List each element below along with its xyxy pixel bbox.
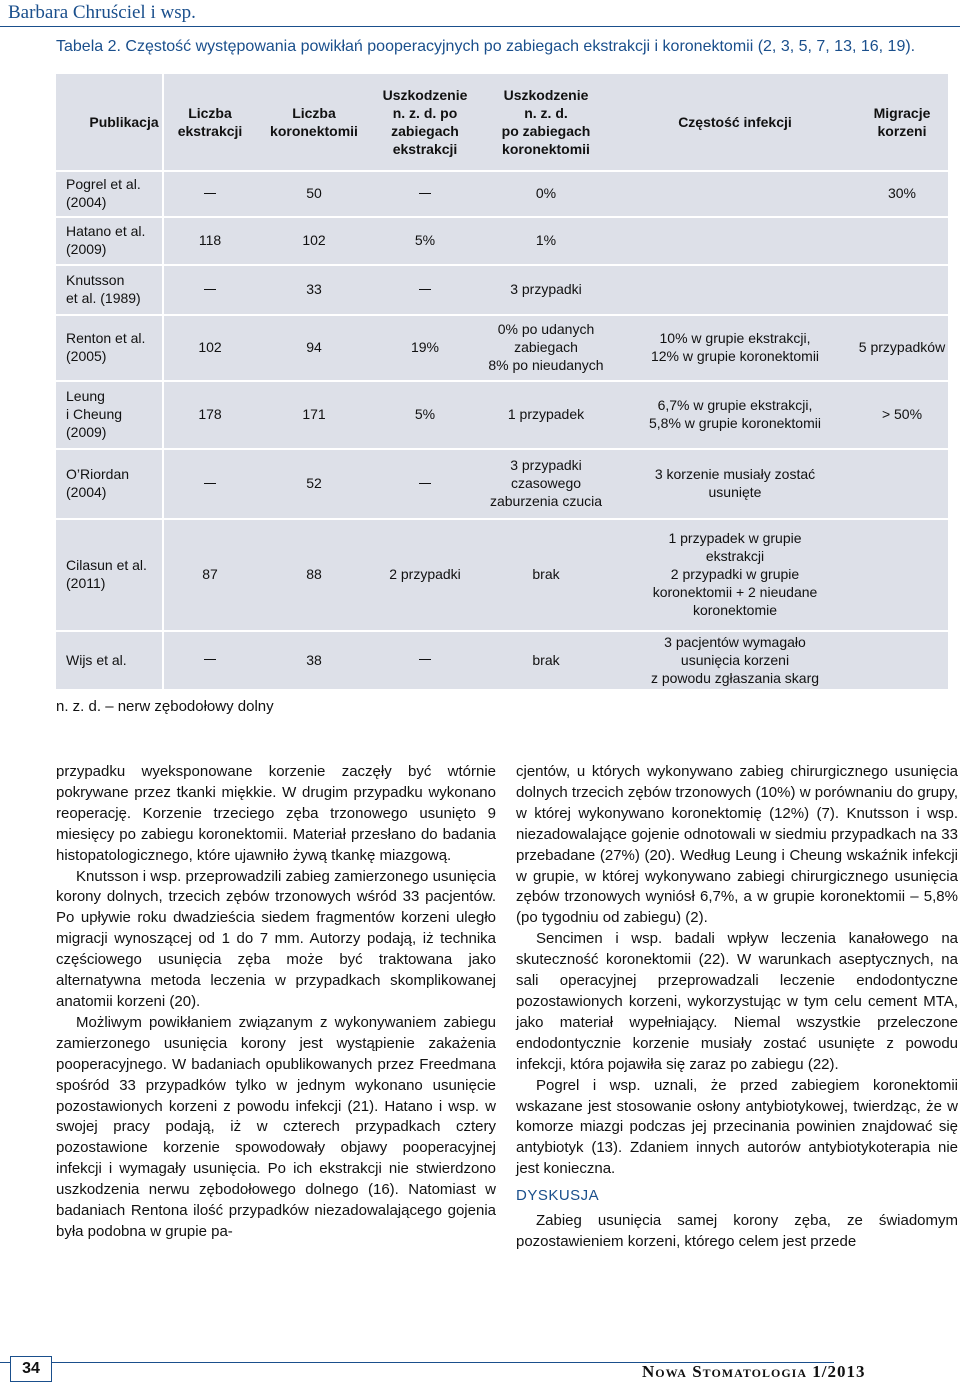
row-divider xyxy=(56,448,948,450)
section-heading: DYSKUSJA xyxy=(516,1187,600,1205)
table-cell xyxy=(258,216,370,264)
publication-cell-text: O’Riordan (2004) xyxy=(66,466,130,500)
publication-cell-text: Renton et al. (2005) xyxy=(66,330,146,364)
table-cell-text: 38 xyxy=(306,651,322,668)
paragraph: Możliwym powikłaniem związanym z wykonywaniem zabiegu zamierzonego usunięcia korony jest wystąpienie zakażenia pooperacyjnego. W badaniach opublikowanych przez Freedmana spośród 33 przypadków tylko w jednym wykonano usunięcie pozostawionych korzeni z powodu infekcji (21). Hatano i wsp. w swojej pracy podają, iż w czterech przypadkach cztery pozostawione korzenie spowodowały objawy pooperacyjnej infekcji i wymagały usunięcia. Po ich ekstrakcji nie stwierdzono uszkodzenia nerwu zębodołowego dolnego (16). Natomiast w badaniach Rentona ilość przypadków niezadowalającego gojenia była podobna w grupie pa- xyxy=(56,1013,496,1240)
row-divider xyxy=(56,518,948,520)
paragraph: przypadku wyeksponowane korzenie zaczęły być wtórnie pokrywane przez tkanki miękkie. W drugim przypadku wykonano reoperację. Korzenie trzeciego zęba trzonowego usunięto 9 miesięcy po zabiegu koronektomii. Materiał przesłano do badania histopatologicznego, które ujawniło żywą tkankę miazgową. xyxy=(56,763,496,864)
table-cell xyxy=(372,518,478,630)
paragraph: Zabieg usunięcia samej korony zęba, ze świadomym pozostawieniem korzeni, którego celem jest przede xyxy=(516,1212,958,1250)
table-cell-text: 0% po udanych zabiegach 8% po nieudanych xyxy=(488,321,604,373)
dash-mark xyxy=(419,483,431,484)
page-number: 34 xyxy=(10,1356,52,1382)
table-cell xyxy=(164,170,256,216)
table-cell xyxy=(616,518,854,630)
table-cell-text: 87 xyxy=(202,566,218,582)
table-cell-text: 10% w grupie ekstrakcji, 12% w grupie koronektomii xyxy=(650,330,820,364)
table-cell xyxy=(478,314,614,380)
column-header-text: Publikacja xyxy=(89,114,159,130)
table-cell xyxy=(164,518,256,630)
table-cell-text: brak xyxy=(532,566,560,582)
table-cell xyxy=(372,448,478,518)
table-cell-text: 118 xyxy=(198,232,222,248)
table-cell-text: 171 xyxy=(302,406,326,422)
table-cell xyxy=(164,380,256,448)
text-column-right xyxy=(516,762,958,1253)
row-divider xyxy=(56,380,948,382)
table-cell-text: 5% xyxy=(414,406,436,422)
table-cell-text: 5% xyxy=(414,232,436,248)
table-cell-text: 1 przypadek w grupie ekstrakcji 2 przypadki w grupie koronektomii + 2 nieudane koronektomie xyxy=(652,530,818,618)
table-cell-text: 88 xyxy=(306,566,322,582)
table-cell-text: 3 przypadki xyxy=(510,281,582,297)
column-header xyxy=(258,74,370,170)
table-cell xyxy=(258,264,370,314)
table-cell xyxy=(478,264,614,314)
row-divider xyxy=(56,264,948,266)
table-cell-text: 3 pacjentów wymagało usunięcia korzeni z powodu zgłaszania skarg xyxy=(650,633,820,686)
table-cell xyxy=(856,314,948,380)
column-header-text: Uszkodzenie n. z. d. po zabiegach koronektomii xyxy=(501,87,591,157)
paragraph: Sencimen i wsp. badali wpływ leczenia kanałowego na skuteczność koronektomii (22). W warunkach aseptycznych, na sali operacyjnej przeprowadzali leczenie endodontyczne pozostawionych korzeni, wykorzystując w tym celu cement MTA, jako materiał wypełniający. Niemal wszystkie przeleczone endodontycznie korzenie musiały zostać usunięte z powodu infekcji, która pojawiła się zaraz po zabiegu (22). xyxy=(516,930,958,1073)
dash-mark xyxy=(204,483,216,484)
table-cell-text: 102 xyxy=(302,232,326,248)
table-cell-text: 5 przypadków xyxy=(858,339,946,355)
table-footnote: n. z. d. – nerw zębodołowy dolny xyxy=(56,698,274,715)
column-header xyxy=(616,74,854,170)
table-cell xyxy=(164,264,256,314)
table-cell-text: 52 xyxy=(306,475,322,491)
publication-cell-text: Leung i Cheung (2009) xyxy=(66,388,123,440)
table-cell xyxy=(616,314,854,380)
publication-cell-text: Wijs et al. xyxy=(66,651,127,668)
table-cell xyxy=(478,170,614,216)
row-divider xyxy=(56,630,948,632)
header-rule xyxy=(0,26,960,27)
column-header-text: Liczba ekstrakcji xyxy=(177,105,243,139)
table-cell-text: 178 xyxy=(198,406,222,422)
table-cell-text: 2 przypadki xyxy=(389,566,461,582)
table-cell xyxy=(478,518,614,630)
table-cell-text: 1% xyxy=(535,232,557,248)
column-header-text: Częstość infekcji xyxy=(678,114,792,130)
journal-name: Nowa Stomatologia 1/2013 xyxy=(642,1362,866,1381)
table-cell-text: 30% xyxy=(887,185,917,201)
table-cell-text: 19% xyxy=(410,339,440,355)
table-cell xyxy=(258,630,370,689)
table-cell xyxy=(478,630,614,689)
table-cell xyxy=(164,448,256,518)
table-cell xyxy=(856,170,948,216)
row-divider xyxy=(56,314,948,316)
row-divider xyxy=(56,216,948,218)
table-cell xyxy=(258,314,370,380)
table-cell xyxy=(164,630,256,689)
column-header-text: Migracje korzeni xyxy=(873,105,931,139)
column-header xyxy=(164,74,256,170)
table-cell xyxy=(856,380,948,448)
table-cell-text: 0% xyxy=(535,185,557,201)
paragraph: Knutsson i wsp. przeprowadzili zabieg zamierzonego usunięcia korony dolnych, trzecich zębów trzonowych wśród 33 pacjentów. Po upływie roku dwadzieścia siedem fragmentów korzeni uległo migracji wynoszącej od 1 do 7 mm. Autorzy podają, iż technika częściowego usunięcia zęba może być traktowana jako alternatywna metoda leczenia w przypadkach skomplikowanej anatomii korzeni (20). xyxy=(56,867,496,1010)
table-cell xyxy=(258,170,370,216)
table-cell xyxy=(616,380,854,448)
table-cell xyxy=(478,216,614,264)
table-cell xyxy=(372,314,478,380)
row-divider xyxy=(56,170,948,172)
publication-cell-text: Pogrel et al. (2004) xyxy=(66,176,141,210)
text-column-left xyxy=(56,762,496,1243)
table-cell xyxy=(372,264,478,314)
table-cell-text: 3 przypadki czasowego zaburzenia czucia xyxy=(489,457,603,509)
column-header-text: Liczba koronektomii xyxy=(270,105,358,139)
table-cell-text: 102 xyxy=(198,339,222,355)
table-cell xyxy=(372,216,478,264)
table-cell-text: 1 przypadek xyxy=(507,406,585,422)
table-cell-text: 6,7% w grupie ekstrakcji, 5,8% w grupie koronektomii xyxy=(649,397,821,431)
dash-mark xyxy=(419,659,431,660)
dash-mark xyxy=(204,289,216,290)
table-cell xyxy=(258,518,370,630)
paragraph: Pogrel i wsp. uznali, że przed zabiegiem koronektomii wskazane jest stosowanie osłony antybiotykowej, twierdząc, że w komorze miazgi podczas jej przecinania powinien znajdować się antybiotyk (13). Zdaniem innych autorów antybiotykoterapia nie jest konieczna. xyxy=(516,1076,958,1178)
dash-mark xyxy=(419,193,431,194)
paragraph: cjentów, u których wykonywano zabieg chirurgicznego usunięcia dolnych trzecich zębów trzonowych (10%) w porównaniu do grupy, w której wykonywano koronektomię (12%) (7). Knutsson i wsp. niezadowalające gojenie odnotowali w siedmiu przypadkach na 33 przebadane (27%) (20). Według Leung i Cheung wskaźnik infekcji w grupie, w której wykonywano zabiegi chirurgicznego usunięcia zębów trzonowych wyniósł 6,7%, a w grupie koronektomii – 5,8% (po tygodniu od zabiegu) (2). xyxy=(516,763,958,927)
column-header xyxy=(372,74,478,170)
table-cell-text: 50 xyxy=(306,185,322,201)
table-cell xyxy=(478,380,614,448)
publication-cell-text: Cilasun et al. (2011) xyxy=(66,557,147,591)
table-cell xyxy=(616,448,854,518)
running-header-author: Barbara Chruściel i wsp. xyxy=(8,2,196,23)
table-cell xyxy=(372,380,478,448)
publication-cell-text: Knutsson et al. (1989) xyxy=(66,272,141,306)
table-cell-text: 94 xyxy=(306,339,322,355)
table-cell xyxy=(478,448,614,518)
column-header xyxy=(478,74,614,170)
table-cell xyxy=(616,630,854,689)
table-cell xyxy=(164,216,256,264)
column-header xyxy=(856,74,948,170)
dash-mark xyxy=(204,193,216,194)
column-header-text: Uszkodzenie n. z. d. po zabiegach ekstrakcji xyxy=(382,87,468,157)
table-cell xyxy=(372,170,478,216)
dash-mark xyxy=(204,659,216,660)
column-divider xyxy=(162,74,164,689)
table-cell-text: brak xyxy=(532,651,560,668)
table-cell xyxy=(258,448,370,518)
table-cell xyxy=(164,314,256,380)
table-cell xyxy=(258,380,370,448)
table-cell-text: > 50% xyxy=(881,406,923,422)
dash-mark xyxy=(419,289,431,290)
table-caption: Tabela 2. Częstość występowania powikłań pooperacyjnych po zabiegach ekstrakcji i koronektomii (2, 3, 5, 7, 13, 16, 19). xyxy=(56,38,916,55)
table-cell xyxy=(372,630,478,689)
publication-cell-text: Hatano et al. (2009) xyxy=(66,223,146,257)
table-cell-text: 3 korzenie musiały zostać usunięte xyxy=(654,466,816,500)
table-cell-text: 33 xyxy=(306,281,322,297)
